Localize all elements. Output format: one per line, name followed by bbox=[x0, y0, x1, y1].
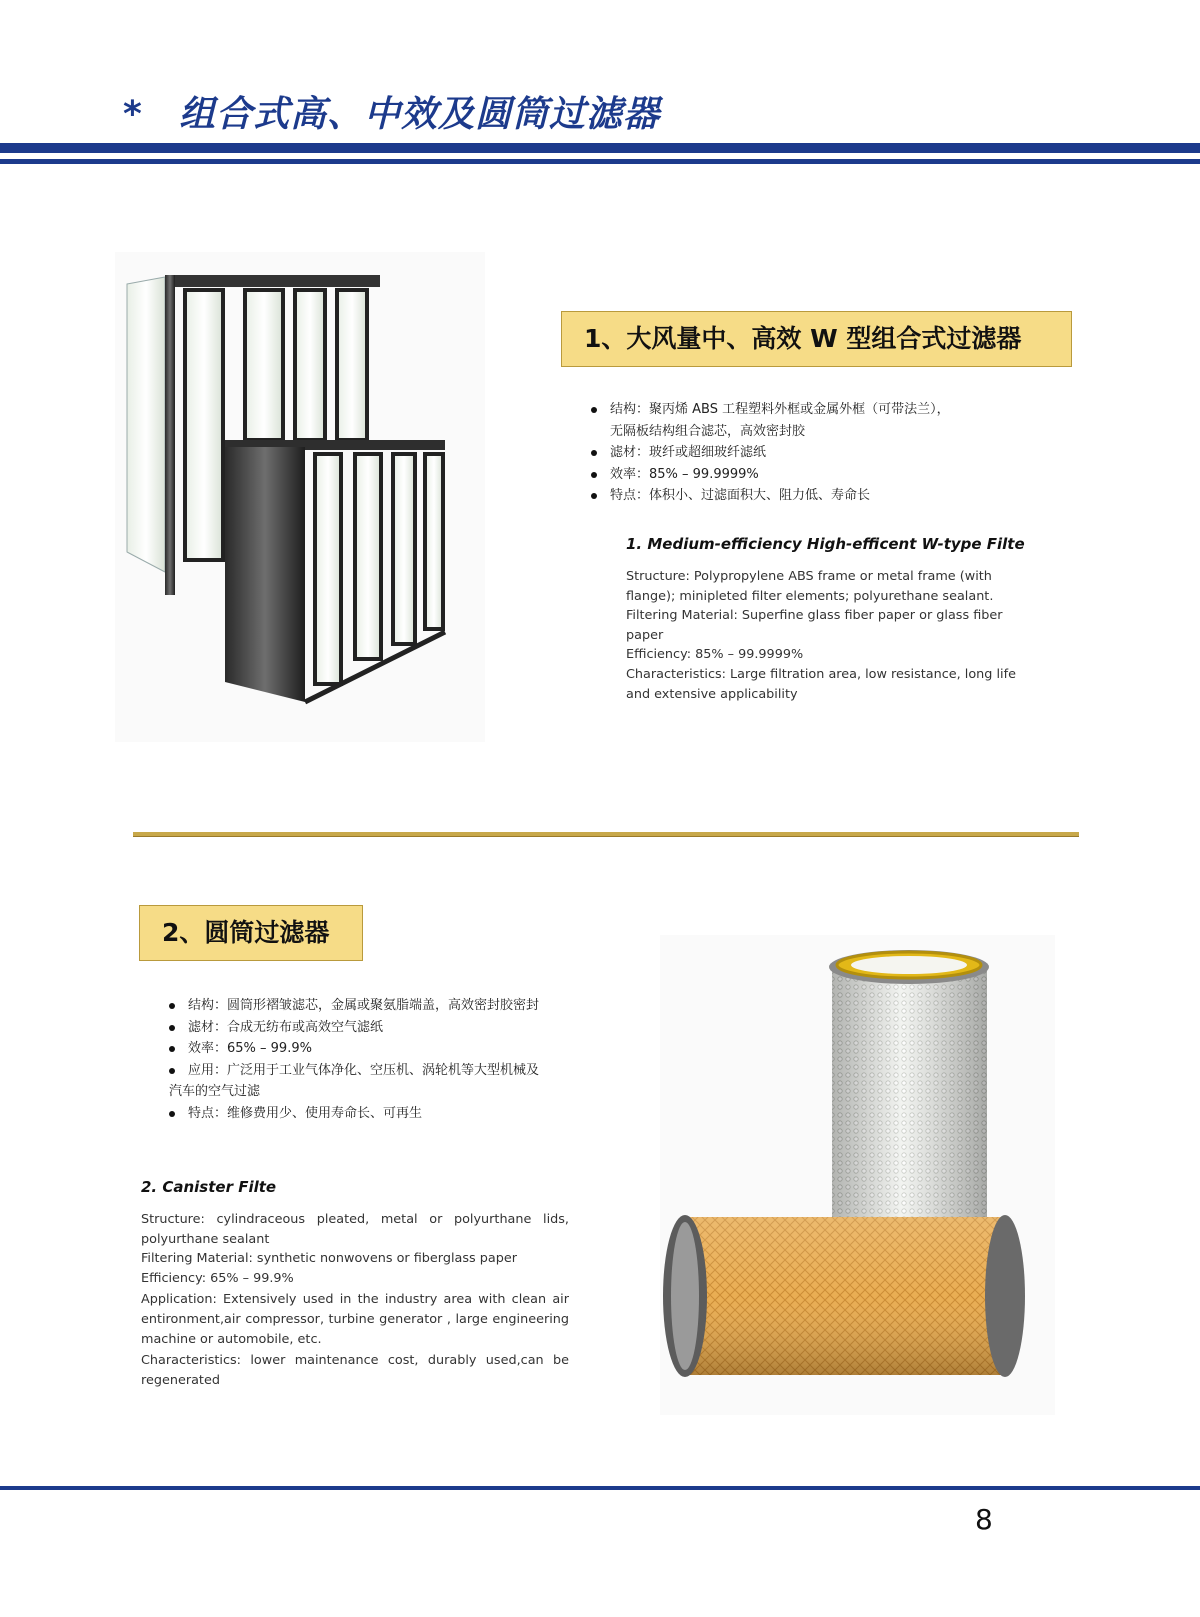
en-line: Characteristics: Large filtration area, low resistance, long life and extensive applicability bbox=[626, 666, 1016, 702]
section1-cn-list bbox=[610, 399, 1030, 507]
section-divider bbox=[133, 832, 1079, 837]
page-title-text: 组合式高、中效及圆筒过滤器 bbox=[179, 94, 661, 135]
list-item: 结构：圆筒形褶皱滤芯，金属或聚氨脂端盖，高效密封胶密封 bbox=[188, 995, 578, 1017]
list-item: 结构：聚丙烯 ABS 工程塑料外框或金属外框（可带法兰）， 无隔板结构组合滤芯，高效密封胶 bbox=[610, 399, 1030, 442]
canister-filter-image bbox=[660, 935, 1055, 1415]
en-line: Filtering Material: synthetic nonwovens or fiberglass paper bbox=[141, 1251, 517, 1267]
section2-en-text bbox=[141, 1210, 569, 1390]
list-item: 特点：维修费用少、使用寿命长、可再生 bbox=[188, 1103, 578, 1125]
en-line: Efficiency: 65% – 99.9% bbox=[141, 1270, 294, 1286]
list-item: 效率：85% – 99.9999% bbox=[610, 464, 1030, 486]
en-line: Filtering Material: Superfine glass fiber paper or glass fiber paper bbox=[626, 608, 1003, 643]
page-number: 8 bbox=[975, 1503, 993, 1536]
list-item: 滤材：玻纤或超细玻纤滤纸 bbox=[610, 442, 1030, 464]
section2-heading: 2、圆筒过滤器 bbox=[139, 905, 363, 961]
en-line: Structure: cylindraceous pleated, metal or polyurthane lids, polyurthane sealant bbox=[141, 1212, 569, 1247]
page-title bbox=[123, 86, 660, 137]
list-item: 特点：体积小、过滤面积大、阻力低、寿命长 bbox=[610, 485, 1030, 507]
header-rule-thick bbox=[0, 143, 1200, 153]
section2-en-title: 2. Canister Filte bbox=[141, 1178, 277, 1196]
footer-rule bbox=[0, 1486, 1200, 1490]
header-rule-thin bbox=[0, 159, 1200, 164]
section2-cn-list bbox=[169, 995, 578, 1124]
en-line: Structure: Polypropylene ABS frame or metal frame (with flange); minipleted filter elements; polyurethane sealant. bbox=[626, 569, 994, 604]
section1-en-text bbox=[626, 567, 1036, 704]
en-line: Application: Extensively used in the industry area with clean air entironment,air compressor, turbine generator , large engineering machine or automobile, etc. bbox=[141, 1292, 569, 1347]
section1-heading: 1、大风量中、高效 W 型组合式过滤器 bbox=[561, 311, 1072, 367]
section1-en-title: 1. Medium-efficiency High-efficent W-type Filte bbox=[626, 535, 1025, 553]
list-item: 应用：广泛用于工业气体净化、空压机、涡轮机等大型机械及 汽车的空气过滤 bbox=[188, 1060, 578, 1103]
list-item: 滤材：合成无纺布或高效空气滤纸 bbox=[188, 1017, 578, 1039]
w-type-filter-image bbox=[115, 252, 485, 742]
en-line: Characteristics: lower maintenance cost, durably used,can be regenerated bbox=[141, 1353, 569, 1388]
en-line: Efficiency: 85% – 99.9999% bbox=[626, 647, 804, 663]
title-star: * bbox=[123, 94, 143, 135]
list-item: 效率：65% – 99.9% bbox=[188, 1038, 578, 1060]
